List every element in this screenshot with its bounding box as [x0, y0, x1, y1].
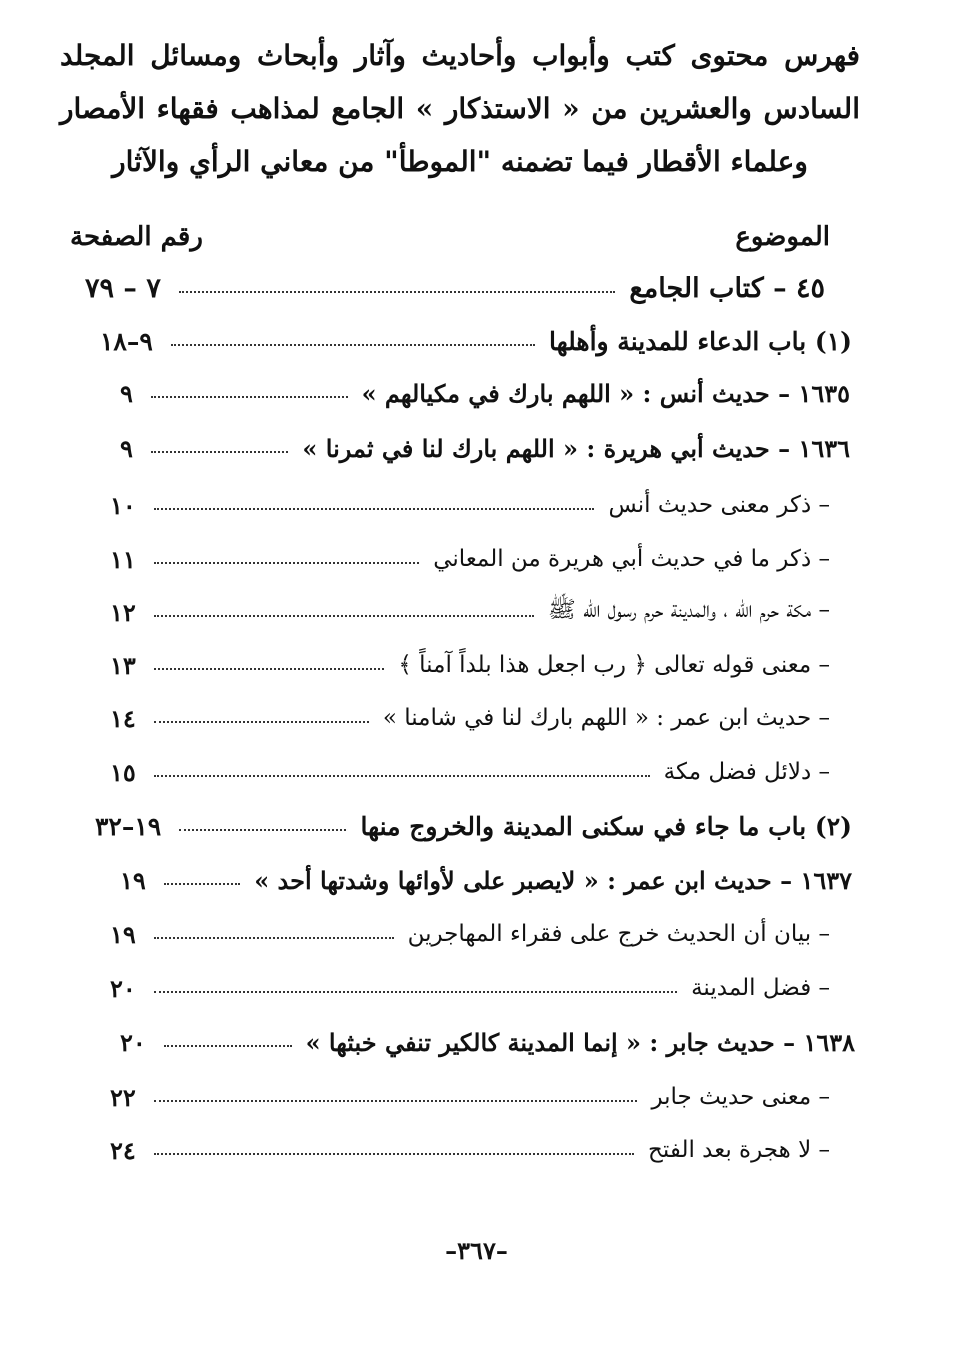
- entry-page: ٢٠: [120, 1027, 146, 1057]
- toc-entry-topic: [110, 592, 830, 632]
- toc-entry-topic: [110, 1077, 830, 1117]
- entry-page: ٢٢: [110, 1082, 136, 1112]
- toc-entry-topic: [110, 485, 830, 525]
- toc-entry-hadith: [120, 428, 850, 468]
- dot-leader: [154, 668, 385, 670]
- toc-entry-chapter: [100, 321, 852, 361]
- toc-entry-topic: [110, 698, 830, 738]
- entry-title: (١) باب الدعاء للمدينة وأهلها: [548, 326, 852, 356]
- entry-page: ١٥: [110, 757, 136, 787]
- entry-page: ١٢: [110, 597, 136, 627]
- dot-leader: [154, 991, 677, 993]
- entry-page: ١٩: [110, 919, 136, 949]
- entry-page: ١٣: [110, 650, 136, 680]
- dot-leader: [154, 1153, 634, 1155]
- dot-leader: [179, 291, 616, 293]
- page-number-column-header: رقم الصفحة: [70, 222, 203, 252]
- entry-title: – ذكر ما في حديث أبي هريرة من المعاني: [433, 546, 830, 572]
- dot-leader: [154, 562, 419, 564]
- toc-entry-hadith: [120, 860, 852, 900]
- dot-leader: [171, 344, 535, 346]
- entry-title: – بيان أن الحديث خرج على فقراء المهاجرين: [407, 921, 830, 947]
- entry-page: ١٤: [110, 703, 136, 733]
- toc-entry-topic: [110, 752, 830, 792]
- entry-title: ٤٥ – كتاب الجامع: [629, 272, 825, 304]
- entry-page: ٩–١٨: [100, 326, 153, 356]
- entry-title: – حديث ابن عمر : « اللهم بارك لنا في شامنا »: [382, 705, 830, 731]
- index-title-line-2: السادس والعشرين من « الاستذكار » الجامع لمذاهب فقهاء الأمصار: [60, 92, 860, 125]
- entry-page: ١٩: [120, 865, 146, 895]
- dot-leader: [151, 396, 348, 398]
- entry-title: – مكة حرم الله ، والمدينة حرم رسول الله ﷺ: [548, 597, 830, 623]
- entry-title: ١٦٣٥ – حديث أنس : « اللهم بارك في مكيالهم »: [361, 378, 850, 408]
- topic-column-header: الموضوع: [735, 222, 830, 252]
- entry-page: ٢٤: [110, 1135, 136, 1165]
- toc-entry-topic: [110, 645, 830, 685]
- entry-page: ٧ – ٧٩: [85, 272, 161, 304]
- dot-leader: [154, 775, 650, 777]
- entry-title: ١٦٣٦ – حديث أبي هريرة : « اللهم بارك لنا في ثمرنا »: [302, 433, 850, 463]
- entry-page: ١١: [110, 544, 136, 574]
- toc-entry-topic: [110, 968, 830, 1008]
- toc-entry-topic: [110, 1130, 830, 1170]
- dot-leader: [154, 937, 394, 939]
- entry-title: – فضل المدينة: [691, 975, 830, 1001]
- dot-leader: [154, 508, 595, 510]
- entry-page: ١٩–٣٢: [95, 811, 162, 841]
- dot-leader: [151, 451, 289, 453]
- dot-leader: [164, 883, 240, 885]
- entry-title: – معنى حديث جابر: [651, 1084, 830, 1110]
- dot-leader: [164, 1045, 292, 1047]
- entry-page: ١٠: [110, 490, 136, 520]
- entry-title: ١٦٣٨ – حديث جابر : « إنما المدينة كالكير تنفي خبثها »: [305, 1027, 855, 1057]
- entry-page: ٩: [120, 378, 133, 408]
- dot-leader: [154, 721, 369, 723]
- toc-entry-hadith: [120, 373, 850, 413]
- toc-entry-topic: [110, 914, 830, 954]
- toc-entry-book: [85, 268, 825, 308]
- toc-entry-hadith: [120, 1022, 855, 1062]
- dot-leader: [179, 829, 346, 831]
- entry-page: ٩: [120, 433, 133, 463]
- entry-title: – ذكر معنى حديث أنس: [608, 492, 830, 518]
- entry-title: – معنى قوله تعالى ﴿ رب اجعل هذا بلداً آمناً ﴾: [398, 652, 830, 678]
- index-title-line-3: وعلماء الأقطار فيما تضمنه "الموطأ" من معاني الرأي والآثار: [112, 145, 808, 178]
- dot-leader: [154, 615, 534, 617]
- entry-title: – لا هجرة بعد الفتح: [648, 1137, 830, 1163]
- entry-page: ٢٠: [110, 973, 136, 1003]
- entry-title: – دلائل فضل مكة: [663, 759, 830, 785]
- toc-entry-topic: [110, 539, 830, 579]
- page-number-footer: –٣٦٧–: [445, 1236, 508, 1265]
- toc-entry-chapter: [95, 806, 852, 846]
- entry-title: (٢) باب ما جاء في سكنى المدينة والخروج منها: [360, 811, 852, 841]
- index-title-line-1: فهرس محتوى كتب وأبواب وأحاديث وآثار وأبحاث ومسائل المجلد: [60, 39, 860, 72]
- entry-title: ١٦٣٧ – حديث ابن عمر : « لايصبر على لأوائها وشدتها أحد »: [254, 865, 852, 895]
- dot-leader: [154, 1100, 638, 1102]
